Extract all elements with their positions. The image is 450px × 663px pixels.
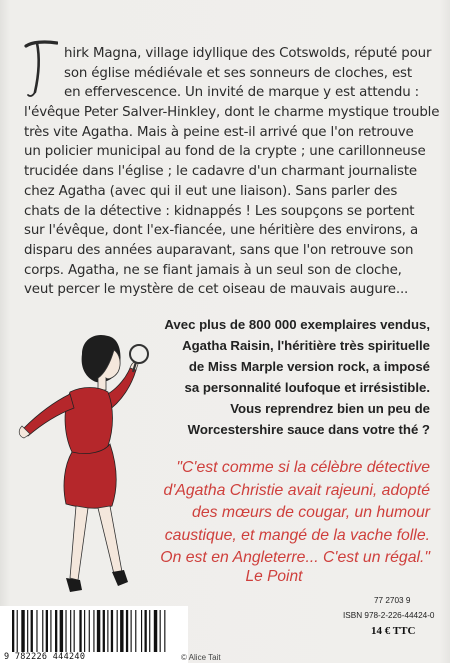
quote-source: Le Point bbox=[245, 568, 303, 585]
promo-line: Vous reprendrez bien un peu de bbox=[230, 401, 430, 416]
barcode-bar bbox=[117, 610, 118, 652]
barcode-bar bbox=[31, 610, 33, 652]
promo-line: Worcestershire sauce dans votre thé ? bbox=[187, 422, 430, 437]
promo-line: Agatha Raisin, l'héritière très spirituelle bbox=[182, 338, 430, 353]
synopsis-line: en effervescence. Un invité de marque y est attendu : bbox=[64, 85, 420, 101]
synopsis-line: son église médiévale et ses sonneurs de cloches, est bbox=[64, 65, 412, 81]
barcode-bar bbox=[46, 610, 48, 652]
synopsis-line: veut percer le mystère de cet oiseau de mauvais augure... bbox=[24, 282, 409, 298]
promo-line: Avec plus de 800 000 exemplaires vendus, bbox=[164, 317, 430, 332]
barcode-bar bbox=[12, 610, 14, 652]
synopsis-line: chez Agatha (avec qui il eut une liaison). Sans parler des bbox=[24, 183, 398, 199]
press-quote bbox=[160, 457, 430, 570]
barcode-bar bbox=[42, 610, 43, 652]
promo-line: sa personnalité loufoque et irrésistible. bbox=[184, 380, 430, 395]
barcode-bar bbox=[135, 610, 136, 652]
quote-line: des mœurs de cougar, un humour bbox=[192, 504, 430, 522]
barcode-bar bbox=[103, 610, 105, 652]
barcode-bar bbox=[97, 610, 100, 652]
barcode-bar bbox=[74, 610, 75, 652]
synopsis-line: un policier municipal au fond de la crypte ; une carillonneuse bbox=[24, 144, 426, 160]
barcode-bar bbox=[55, 610, 57, 652]
barcode-bar bbox=[65, 610, 66, 652]
barcode-bar bbox=[84, 610, 85, 652]
synopsis bbox=[24, 44, 440, 300]
barcode-bar bbox=[160, 610, 161, 652]
barcode-bar bbox=[27, 610, 28, 652]
barcode-bar bbox=[70, 610, 71, 652]
barcode-bar bbox=[164, 610, 165, 652]
synopsis-line: très vite Agatha. Mais à peine est-il arrivé que l'on retrouve bbox=[24, 124, 414, 140]
barcode-bar bbox=[50, 610, 51, 652]
quote-line: On est en Angleterre... C'est un régal." bbox=[160, 549, 430, 567]
quote-line: caustique, et mangé de la vache folle. bbox=[164, 526, 430, 544]
isbn: ISBN 978-2-226-44424-0 bbox=[343, 611, 435, 620]
barcode bbox=[0, 606, 188, 654]
price: 14 € TTC bbox=[371, 625, 416, 637]
barcode-bar bbox=[89, 610, 90, 652]
barcode-bar bbox=[60, 610, 63, 652]
barcode-bar bbox=[149, 610, 150, 652]
promo-text bbox=[146, 314, 430, 440]
synopsis-line: sur l'évêque, dont l'ex-fiancée, une héritière des environs, a bbox=[24, 223, 419, 239]
barcode-bar bbox=[79, 610, 81, 652]
barcode-bar bbox=[131, 610, 132, 652]
barcode-bar bbox=[17, 610, 18, 652]
synopsis-line: corps. Agatha, ne se fiant jamais à un seul son de cloche, bbox=[24, 262, 402, 278]
barcode-bar bbox=[36, 610, 37, 652]
illustration-credit: © Alice Tait bbox=[181, 653, 221, 662]
synopsis-line: disparu des années auparavant, sans que l'on retrouve son bbox=[24, 242, 414, 258]
synopsis-line: l'évêque Peter Salver-Hinkley, dont le charme mystique trouble bbox=[24, 105, 440, 121]
barcode-bar bbox=[107, 610, 108, 652]
barcode-bar bbox=[111, 610, 113, 652]
quote-line: d'Agatha Christie avait rajeuni, adopté bbox=[163, 481, 430, 499]
barcode-digits: 9 782226 444240 bbox=[4, 652, 86, 662]
promo-line: de Miss Marple version rock, a imposé bbox=[188, 359, 430, 374]
barcode-bar bbox=[21, 610, 24, 652]
barcode-bar bbox=[120, 610, 123, 652]
barcode-bar bbox=[145, 610, 147, 652]
quote-line: "C'est comme si la célèbre détective bbox=[176, 459, 430, 476]
product-code: 77 2703 9 bbox=[374, 596, 411, 605]
barcode-bar bbox=[126, 610, 128, 652]
synopsis-line: chats de la détective : kidnappés ! Les soupçons se portent bbox=[24, 203, 415, 219]
barcode-bar bbox=[141, 610, 142, 652]
synopsis-line: hirk Magna, village idyllique des Cotswolds, réputé pour bbox=[64, 46, 432, 61]
barcode-bar bbox=[93, 610, 94, 652]
barcode-bar bbox=[154, 610, 157, 652]
synopsis-line: trucidée dans l'église ; le cadavre d'un charmant journaliste bbox=[24, 164, 418, 180]
